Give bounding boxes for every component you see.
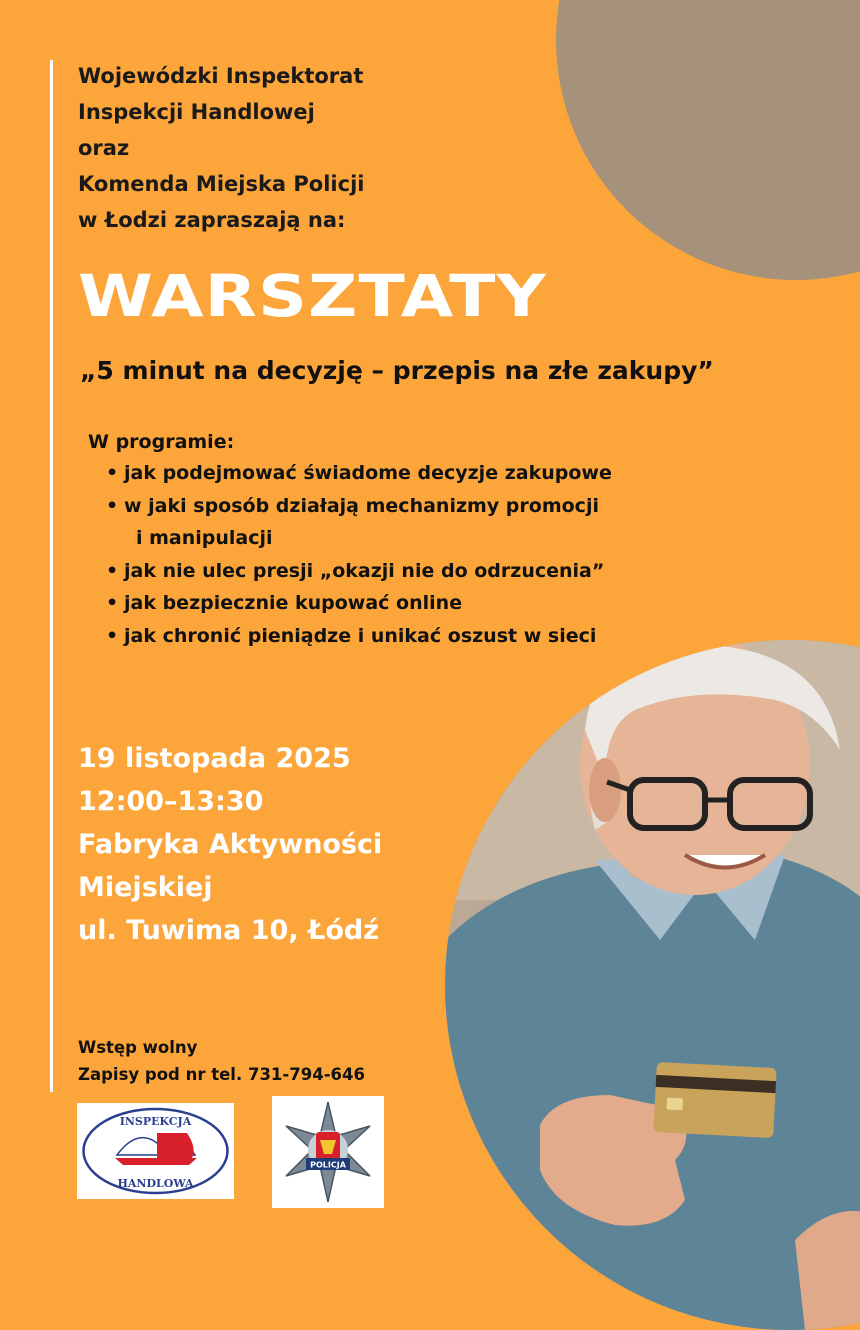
intro-line: Komenda Miejska Policji [78,172,365,196]
bullet-icon: • [106,624,119,647]
program-section [88,427,612,652]
decorative-circle-top [556,0,860,280]
organizers-intro [78,58,364,238]
bullet-icon: • [106,462,119,484]
logo-bottom-text: HANDLOWA [117,1177,194,1190]
event-time: 12:00–13:30 [78,786,264,817]
event-date: 19 listopada 2025 [78,743,351,774]
bullet-icon: • [106,494,119,517]
bullet-icon: • [106,592,119,614]
logo-top-text: INSPEKCJA [119,1115,192,1128]
headline-title: WARSZTATY [78,262,547,330]
senior-man-photo [445,640,860,1330]
bullet-icon: • [106,559,119,582]
program-item: • jak podejmować świadome decyzje zakupowe [106,457,612,490]
workshop-subtitle: „5 minut na decyzję – przepis na złe zakupy” [80,356,714,385]
program-item-continuation: i manipulacji [136,527,273,549]
event-address: ul. Tuwima 10, Łódź [78,915,379,946]
vertical-accent-line [50,60,53,1092]
program-item: • jak bezpiecznie kupować online [106,587,612,620]
event-venue: Fabryka Aktywności [78,829,383,860]
police-logo [272,1096,384,1208]
signup-phone: Zapisy pod nr tel. 731-794-646 [78,1065,365,1084]
program-item: • w jaki sposób działają mechanizmy promocji [106,490,612,523]
program-list [88,457,612,652]
intro-line: oraz [78,136,130,160]
entry-note: Wstęp wolny [78,1038,198,1057]
intro-line: w Łodzi zapraszają na: [78,208,346,232]
event-details [78,737,382,952]
event-venue-cont: Miejskiej [78,872,213,903]
intro-line: Wojewódzki Inspektorat [78,64,364,88]
police-label: POLICJA [310,1160,346,1170]
program-item: • jak chronić pieniądze i unikać oszust w sieci [106,620,612,653]
program-heading: W programie: [88,431,235,453]
program-item: • jak nie ulec presji „okazji nie do odrzucenia” [106,555,612,588]
intro-line: Inspekcji Handlowej [78,100,315,124]
footer-info [78,1034,365,1088]
trade-inspection-logo [77,1103,234,1199]
